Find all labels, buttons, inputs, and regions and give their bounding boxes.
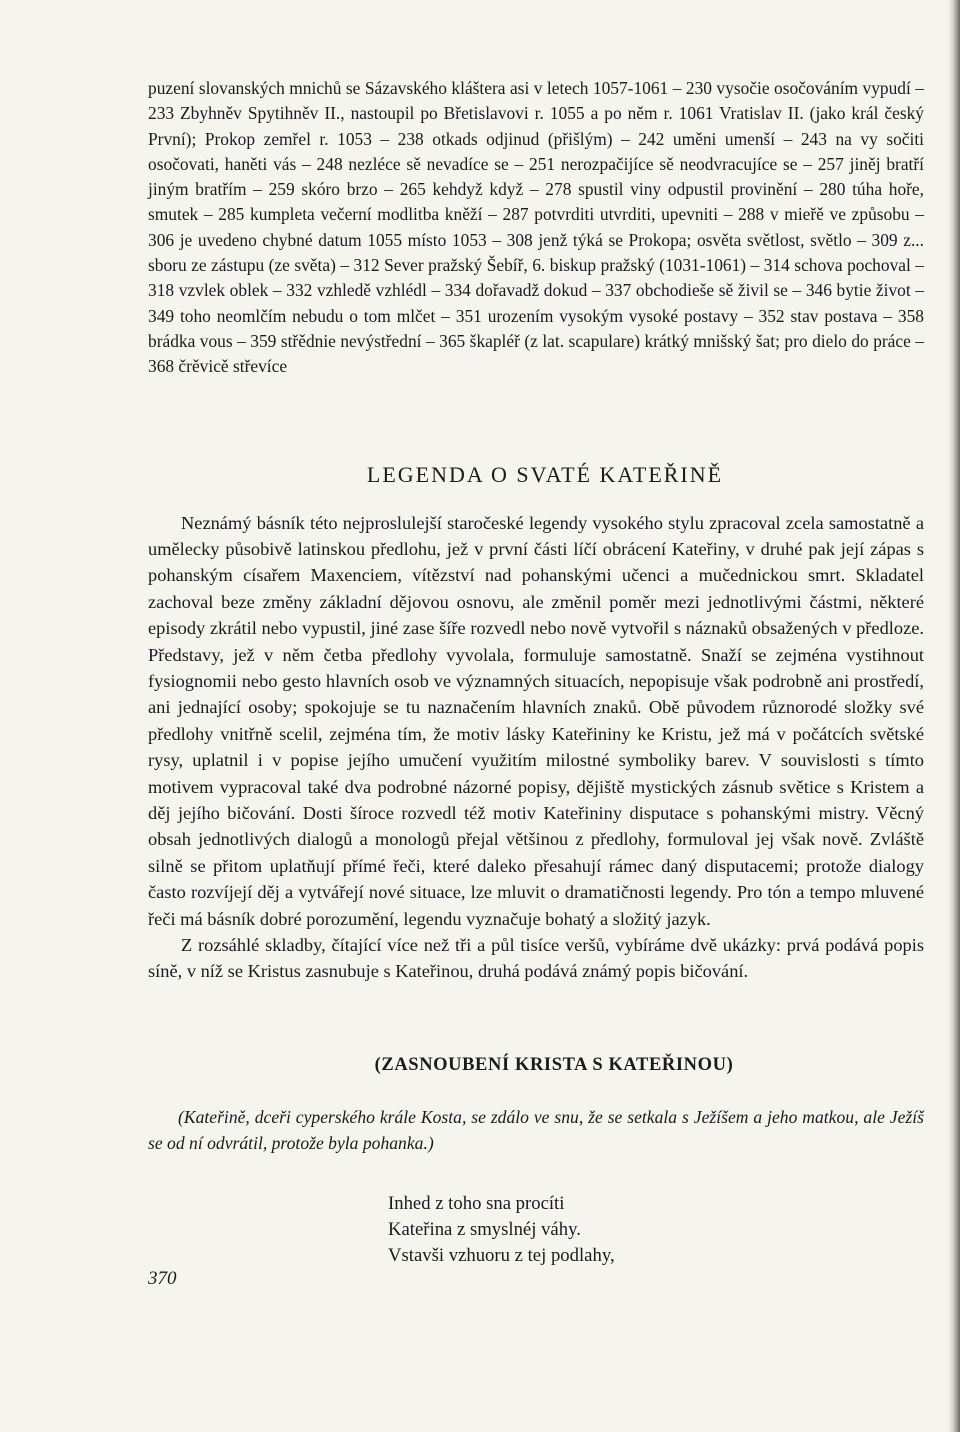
editorial-notes: puzení slovanských mnichů se Sázavského kláštera asi v letech 1057-1061 – 230 vysočie osočováním vypudí – 233 Zbyhněv Spytihněv II., nastoupil po Břetislavovi r. 1055 a po něm r. 1061 Vratislav II. (jako král český První); Prokop zemřel r. 1053 – 238 otkads odjinud (přišlým) – 242 uměni umenší – 243 na vy sočiti osočovati, haněti vás – 248 nezléce sě nevadíce se – 251 nerozpačijíce sě neodvracujíce se – 257 jiněj bratří jiným bratřím – 259 skóro brzo – 265 kehdyž když – 278 spustil viny odpustil provinění – 280 túha hoře, smutek – 285 kumpleta večerní modlitba kněží – 287 potvrditi utvrditi, upevniti – 288 v mieřě ve způsobu – 306 je uvedeno chybné datum 1055 místo 1053 – 308 jenž týká se Prokopa; osvěta světlost, světlo – 309 z... sboru ze zástupu (ze světa) – 312 Sever pražský Šebíř, 6. biskup pražský (1031-1061) – 314 schova pochoval – 318 vzvlek oblek – 332 vzhledě vzhlédl – 334 dořavadž dokud – 337 obchodieše sě živil se – 346 bytie život – 349 toho neomlčím nebudu o tom mlčet – 351 urozením vysokým vysoké postavy – 352 stav postava – 358 brádka vous – 359 střědnie nevýstřední – 365 škapléř (z lat. scapulare) krátký mnišský šat; pro dielo do práce – 368 črěvicě střevíce (148, 78, 924, 377)
excerpt-title: (ZASNOUBENÍ KRISTA S KATEŘINOU) (374, 1054, 734, 1075)
verse-line-2: Kateřina z smyslnéj váhy. (388, 1219, 581, 1241)
verse-line-1: Inhed z toho sna procíti (388, 1192, 565, 1214)
intro-paragraph-1: Neznámý básník této nejproslulejší staročeské legendy vysokého stylu zpracoval zcela samostatně a umělecky působivě latinskou předlohu, jež v první části líčí obrácení Kateřiny, v druhé pak její zápas s pohanským císařem Maxenciem, vítězství nad pohanskými učenci a mučednickou smrt. Skladatel zachoval beze změny základní dějovou osnovu, ale změnil poměr mezi jednotlivými částmi, některé episody zkrátil nebo vypustil, jiné zase šíře rozvedl nebo nově vytvořil s náznaků obsažených v předloze. Představy, jež v něm četba předlohy vyvolala, formuluje samostatně. Snaží se zejména vystihnout fysiognomii nebo gesto hlavních osob ve významných situacích, nepopisuje však podrobně ani prostředí, ani jednající osoby; spokojuje se tu naznačením hlavních znaků. Obě původem různorodé složky své předlohy vnitřně scelil, zejména tím, že motiv lásky Kateřininy ke Kristu, jež má v počátcích světské rysy, uplatnil i v popise jejího umučení využitím milostné symboliky barev. V souvislosti s tímto motivem vypracoval také dva podrobné názorné popisy, dějiště mystických zásnub světice s Kristem a děj jejího bičování. Dosti šíroce rozvedl též motiv Kateřininy disputace s pohanskými mistry. Věcný obsah jednotlivých dialogů a monologů přejal většinou z předlohy, formuloval jej však nově. Zvláště silně se přitom uplatňují přímé řeči, které daleko přesahují rámec daný disputacemi; protože dialogy často rozvíjejí děj a vytvářejí nové situace, lze mluvit o dramatičnosti legendy. Pro tón a tempo mluvené řeči má básník dobré porozumění, legendu vyznačuje bohatý a složitý jazyk. (148, 512, 924, 929)
intro-paragraph-2: Z rozsáhlé skladby, čítající více než tři a půl tisíce veršů, vybíráme dvě ukázky: prvá podává popis síně, v níž se Kristus zasnubuje s Kateřinou, druhá podává známý popis bičování. (148, 935, 924, 982)
excerpt-summary: (Kateřině, dceři cyperského krále Kosta, se zdálo ve snu, že se setkala s Ježíšem a jeho matkou, ale Ježíš se od ní odvrátil, protože byla pohanka.) (148, 1106, 924, 1154)
verse-line-3: Vstavši vzhuoru z tej podlahy, (388, 1245, 615, 1267)
section-title: LEGENDA O SVATÉ KATEŘINĚ (366, 461, 724, 487)
book-page (148, 76, 924, 1270)
page-number: 370 (148, 1268, 177, 1289)
introduction-text (148, 510, 924, 985)
page-edge-shadow (948, 0, 960, 1432)
verse-block (388, 1191, 924, 1270)
